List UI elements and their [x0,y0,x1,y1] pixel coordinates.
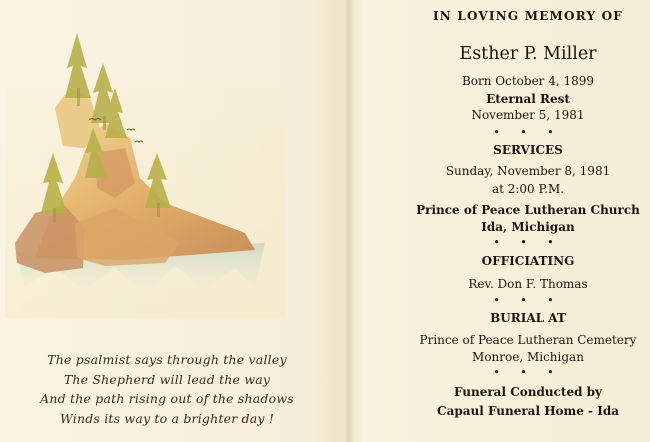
separator: • • • [493,238,563,248]
services-heading: SERVICES [493,143,563,157]
separator: • • • [493,128,563,138]
deceased-name: Esther P. Miller [459,44,597,64]
watercolor-island-illustration [5,28,285,318]
separator: • • • [493,296,563,306]
officiant-name: Rev. Don F. Thomas [468,277,588,291]
poem [0,350,334,428]
funeral-label: Funeral Conducted by [453,385,603,399]
burial-cemetery: Prince of Peace Lutheran Cemetery [419,333,637,347]
birth-date: Born October 4, 1899 [461,74,595,88]
service-place: Ida, Michigan [481,220,575,234]
funeral-home: Capaul Funeral Home - Ida [437,404,619,418]
burial-place: Monroe, Michigan [472,350,584,364]
service-time: at 2:00 P.M. [491,182,565,196]
header: IN LOVING MEMORY OF [432,9,624,23]
poem-line: The psalmist says through the valley [47,352,287,367]
card-fold [344,0,354,442]
poem-line: Winds its way to a brighter day ! [59,410,275,426]
eternal-rest-label: Eternal Rest [486,92,570,106]
service-date: Sunday, November 8, 1981 [445,164,611,178]
separator: • • • [493,368,563,378]
burial-heading: BURIAL AT [490,311,566,325]
poem-line: The Shepherd will lead the way [63,371,271,387]
rest-date: November 5, 1981 [471,108,585,122]
officiating-heading: OFFICIATING [481,254,575,268]
service-church: Prince of Peace Lutheran Church [416,203,640,217]
poem-line: And the path rising out of the shadows [40,391,294,406]
